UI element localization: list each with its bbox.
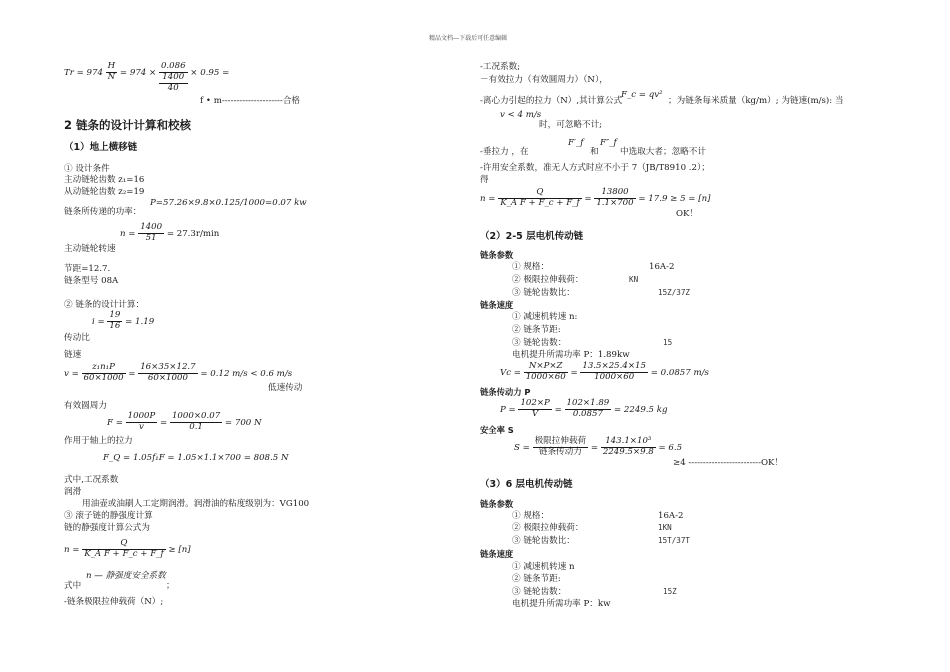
s-formula [514, 437, 682, 458]
driven-teeth: 从动链轮齿数 z₂=19 [64, 187, 145, 197]
rn-frac1 [498, 188, 581, 209]
static-formula-label: 链的静强度计算公式为 [64, 523, 150, 533]
s-prefix: S = [514, 442, 530, 453]
p-formula [500, 399, 667, 420]
sprocket-teeth-label-3: ③ 链轮齿数： [512, 587, 567, 597]
limit-load-note: -链条极限拉伸载荷（N）; [64, 597, 164, 607]
load-value: KN [629, 275, 639, 284]
load-value-3: 1KN [658, 523, 672, 532]
s-den2: 2249.5×9.8 [602, 446, 654, 457]
page-header: 精品文档---下载后可任意编辑 [429, 35, 508, 42]
safety-rate-heading: 安全率 S [480, 425, 514, 435]
s-num2: 143.1×10³ [601, 437, 656, 448]
p-num2: 102×1.89 [566, 398, 610, 408]
condition-factor-note: 式中,工况系数 [64, 475, 119, 485]
chain-pitch-label-3: ② 链条节距: [512, 574, 561, 584]
tr-suffix: × 0.95 = [190, 67, 230, 78]
driver-speed-label: 主动链轮转速 [64, 244, 116, 254]
tr-unit-line: f • m---------------------合格 [200, 96, 301, 106]
teeth-ratio-value-3: 15T/37T [658, 536, 691, 545]
s-frac1 [533, 437, 589, 458]
sag-symbol-2: F″_f [600, 138, 617, 148]
motor-power: 电机提升所需功率 P：1.89kw [512, 350, 630, 360]
load-label: ② 极限拉伸载荷： [512, 275, 584, 285]
rn-num1: Q [498, 188, 581, 199]
chain-force-heading: 链条传动力 P [480, 387, 531, 397]
teeth-ratio-label-3: ③ 链轮齿数比： [512, 536, 575, 546]
s-den1: 链条传动力 [538, 446, 582, 457]
f-den1: v [139, 421, 144, 432]
chain-speed-formula [64, 363, 292, 384]
f-num2: 1000×0.07 [171, 411, 221, 421]
vc-den1: 1000×60 [525, 371, 566, 382]
tr-frac2-num: 0.086 [160, 61, 186, 71]
spec-value: 16A-2 [649, 262, 675, 272]
chain-pitch-label: ② 链条节距: [512, 325, 561, 335]
driver-teeth: 主动链轮齿数 z₁=16 [64, 175, 145, 185]
sprocket-teeth-value: 15 [663, 338, 673, 347]
pitch-line: 节距=12.7. [64, 264, 111, 274]
rn-den1: K_A F + F_c + F_f [500, 197, 580, 208]
ka-note: -工况系数; [480, 62, 521, 72]
tr-mid: = 974 × [119, 67, 157, 78]
p-den2: 0.0857 [572, 408, 603, 419]
s-frac2 [601, 437, 656, 458]
chain-speed-label: 链速 [64, 350, 82, 360]
p-num1: 102×P [520, 398, 550, 408]
power-label: 链条所传递的功率： [64, 207, 142, 217]
rn-eq: = [584, 193, 592, 204]
sag-note-2: 中选取大者；忽略不计 [620, 147, 706, 157]
chain-speed-heading: 链条速度 [480, 300, 514, 310]
tr-frac1-num: H [106, 62, 118, 73]
axle-force-formula: F_Q = 1.05f₁F = 1.05×1.1×700 = 808.5 N [103, 453, 289, 463]
speed-formula [120, 223, 219, 244]
v-num2: 16×35×12.7 [140, 362, 196, 372]
f-eq: = [160, 417, 168, 428]
reducer-speed-label: ① 减速机转速 n: [512, 312, 578, 322]
rn-frac2 [594, 188, 635, 209]
sn-result: ≥ [n] [168, 544, 191, 555]
sprocket-teeth-label: ③ 链轮齿数： [512, 338, 567, 348]
n-result: = 27.3r/min [166, 228, 220, 239]
v-result: = 0.12 m/s < 0.6 m/s [200, 368, 293, 379]
p-den1: V [532, 408, 539, 419]
sn-den: K_A F + F_c + F_f [84, 548, 164, 559]
s-num1: 极限拉伸载荷 [534, 436, 587, 446]
sn-frac [82, 539, 165, 560]
s-result: = 6.5 [658, 442, 683, 453]
vc-num1: N×P×Z [524, 362, 568, 373]
chain-model: 链条型号 08A [64, 276, 119, 286]
tr-frac1 [106, 62, 118, 83]
tr-frac2-den2: 40 [167, 82, 179, 93]
power-formula: P=57.26×9.8×0.125/1000=0.07 kw [150, 198, 307, 208]
rn-den2: 1.1×700 [596, 197, 634, 208]
f-den2: 0.1 [189, 421, 203, 432]
i-frac [107, 311, 122, 332]
v-eq: = [128, 368, 136, 379]
teeth-ratio-value: 15Z/37Z [658, 288, 691, 297]
centrifugal-note: -离心力引起的拉力（N）,其计算公式 [480, 96, 623, 106]
tr-frac2 [159, 62, 188, 94]
axle-force-label: 作用于轴上的拉力 [64, 436, 133, 446]
torque-formula [64, 62, 229, 94]
effective-force-formula [107, 412, 262, 433]
vc-frac2 [580, 362, 648, 383]
f-result: = 700 N [224, 417, 262, 428]
vc-num2: 13.5×25.4×15 [582, 361, 646, 371]
where-n: n — 静强度安全系数 [86, 571, 166, 581]
sn-num: Q [82, 539, 165, 550]
v-prefix: v = [64, 368, 79, 379]
ok-mark-2: ≥4 -------------------------OK！ [673, 458, 784, 468]
f-frac1 [126, 412, 158, 433]
chain-speed-heading-3: 链条速度 [480, 549, 514, 559]
i-num: 19 [109, 310, 121, 320]
n-prefix: n = [120, 228, 136, 239]
lubrication-text: 用油壶或油刷人工定期润滑。润滑油的粘度级别为：VG100 [82, 499, 310, 509]
sn-prefix: n = [64, 544, 80, 555]
sprocket-teeth-value-3: 15Z [663, 587, 677, 596]
speed-condition: v < 4 m/s [500, 110, 542, 120]
tr-prefix: Tr = 974 [64, 67, 103, 78]
spec-label-3: ① 规格： [512, 511, 550, 521]
speed-condition-2: 时，可忽略不计; [539, 120, 603, 130]
v-den1: 60×1000 [83, 372, 124, 383]
vc-result: = 0.0857 m/s [650, 367, 709, 378]
p-prefix: P = [500, 404, 516, 415]
subsection-1-title: （1）地上横移链 [64, 142, 138, 153]
vc-formula [500, 362, 709, 383]
i-result: = 1.19 [125, 316, 155, 327]
rn-prefix: n = [480, 193, 496, 204]
centrifugal-formula: F_c = qv² [621, 90, 663, 100]
f-num1: 1000P [127, 411, 156, 421]
reducer-speed-label-3: ① 减速机转速 n [512, 562, 575, 572]
spec-label: ① 规格： [512, 262, 550, 272]
n-den: 51 [145, 232, 157, 243]
design-calc-title: ② 链条的设计计算： [64, 300, 145, 310]
sag-and: 和 [590, 147, 599, 157]
spec-value-3: 16A-2 [658, 511, 684, 521]
chain-params-heading-3: 链条参数 [480, 499, 514, 509]
p-frac2 [565, 399, 612, 420]
effective-force-label: 有效圆周力 [64, 401, 107, 411]
rn-num2: 13800 [594, 188, 635, 199]
static-formula [64, 539, 191, 560]
static-strength-title: ③ 滚子链的静强度计算 [64, 511, 153, 521]
p-result: = 2249.5 kg [614, 404, 668, 415]
safety-result-formula [480, 188, 710, 209]
chain-params-heading: 链条参数 [480, 250, 514, 260]
v-num1: z₁n₁P [82, 363, 126, 374]
lubrication-label: 润滑 [64, 487, 82, 497]
v-frac2 [138, 363, 197, 384]
result-label: 得 [480, 175, 489, 185]
tr-frac2-den: 1400 [159, 73, 188, 84]
i-den: 16 [109, 320, 121, 331]
ratio-formula [92, 311, 154, 332]
s-eq: = [590, 442, 599, 453]
n-num: 1400 [140, 222, 163, 232]
effective-pull-note: －有效拉力（有效圆周力）（N）， [480, 75, 608, 85]
centrifugal-note-2: ；为链条每米质量（kg/m）; 为链速(m/s): 当 [668, 96, 844, 106]
design-condition-title: ① 设计条件 [64, 164, 110, 174]
subsection-3-title: （3）6 层电机传动链 [480, 479, 573, 490]
where-label: 式中 [64, 581, 82, 591]
sag-symbol-1: F′_f [568, 138, 584, 148]
teeth-ratio-label: ③ 链轮齿数比： [512, 288, 575, 298]
vc-den2: 1000×60 [594, 371, 635, 382]
section-title: 2 链条的设计计算和校核 [64, 118, 192, 132]
vc-prefix: Vc = [500, 367, 521, 378]
motor-power-3: 电机提升所需功率 P：kw [512, 599, 611, 609]
f-prefix: F = [107, 417, 123, 428]
where-semicolon: ； [166, 581, 175, 591]
vc-frac1 [524, 362, 568, 383]
p-eq: = [554, 404, 562, 415]
n-frac [138, 223, 164, 244]
allowable-safety-note: -许用安全系数，准无人方式时应不小于 7（JB/T8910 .2）； [480, 163, 710, 173]
p-frac1 [518, 399, 551, 420]
load-label-3: ② 极限拉伸载荷： [512, 523, 584, 533]
ok-mark-1: OK！ [676, 209, 699, 219]
ratio-label: 传动比 [64, 333, 90, 343]
vc-eq: = [570, 367, 578, 378]
low-speed-note: 低速传动 [268, 383, 303, 393]
subsection-2-title: （2）2-5 层电机传动链 [480, 231, 584, 242]
tr-frac1-den: N [107, 71, 116, 82]
sag-note-1: -垂拉力 ，在 [480, 147, 529, 157]
v-frac1 [82, 363, 126, 384]
f-frac2 [170, 412, 222, 433]
i-prefix: i = [92, 316, 105, 327]
rn-result: = 17.9 ≥ 5 = [n] [638, 193, 711, 204]
v-den2: 60×1000 [147, 372, 188, 383]
